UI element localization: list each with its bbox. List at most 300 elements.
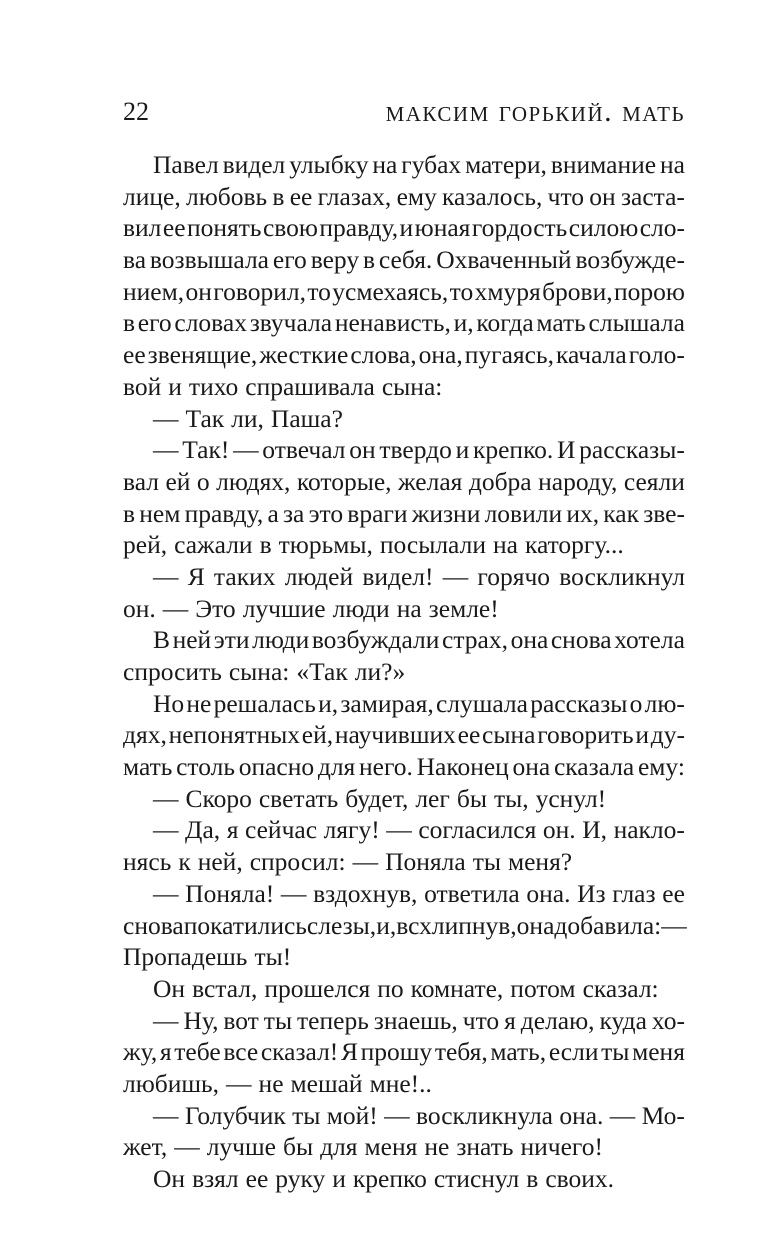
word: бы [456, 783, 487, 813]
word: в [362, 245, 376, 275]
word: которые, [296, 466, 392, 496]
word: жу, [123, 1037, 158, 1067]
word: руку [275, 1164, 326, 1193]
word: ее [289, 181, 313, 211]
word: ты, [493, 783, 529, 813]
word: возбуждали [311, 625, 440, 655]
word: страх, [442, 625, 508, 655]
text-line [123, 498, 685, 530]
word: каторгу... [524, 530, 624, 560]
word: сына: [381, 371, 443, 401]
text-line [123, 751, 685, 783]
word: спросить [123, 657, 222, 686]
word: сейчас [244, 815, 318, 845]
word: эти [213, 625, 250, 655]
word: ее [123, 340, 146, 370]
word: вздохнув, [313, 878, 418, 908]
word: ее [457, 720, 481, 750]
word: — [153, 403, 179, 433]
word: стиснул [433, 1164, 520, 1193]
text-line [123, 593, 685, 625]
word: зве- [643, 498, 685, 528]
word: ты! [254, 942, 292, 972]
word: спрашивала [245, 371, 375, 401]
word: ты [472, 847, 501, 877]
word: И [557, 435, 576, 465]
text-line [123, 276, 685, 308]
text-line [123, 149, 685, 181]
running-head [123, 94, 685, 130]
word: Мо- [641, 1100, 685, 1130]
word: меня [632, 1037, 685, 1067]
text-line [123, 403, 685, 435]
word: мне!.. [369, 1068, 432, 1098]
word: знать [456, 1132, 514, 1162]
word: губах [401, 150, 462, 179]
word: словах [174, 308, 247, 338]
text-line [123, 1036, 685, 1068]
word: хмуря [474, 276, 541, 306]
word: Но [153, 688, 185, 718]
word: в [526, 1164, 539, 1193]
word: Охваченный [436, 245, 572, 275]
word: — [233, 435, 259, 465]
word: за [282, 498, 305, 528]
word: порою [614, 276, 685, 306]
word: на [372, 150, 398, 179]
word: слушала [435, 688, 528, 718]
word: Из [577, 878, 606, 908]
text-line [123, 466, 685, 498]
word: слова, [350, 340, 417, 370]
word: меня [364, 1132, 418, 1162]
word: что [462, 1005, 500, 1035]
word: земле! [428, 593, 499, 623]
word: ловили [484, 498, 563, 528]
word: правду, [184, 498, 264, 528]
word: звенящие, [147, 340, 258, 370]
word: а [267, 498, 279, 528]
word: глаз [612, 878, 656, 908]
word: воскликнул [559, 561, 685, 591]
word: ее [162, 213, 186, 243]
word: голо- [628, 340, 685, 370]
text-line [123, 1068, 685, 1100]
word: сеяли [623, 466, 685, 496]
text-line [123, 783, 685, 815]
word: сказала [553, 752, 635, 782]
word: матери, [465, 150, 547, 179]
word: говорил, [213, 276, 306, 306]
word: по [377, 973, 404, 1003]
word: народу, [538, 466, 618, 496]
word: ду- [650, 720, 685, 750]
word: когда [476, 308, 534, 338]
word: на [492, 530, 518, 560]
word: ней, [197, 847, 243, 877]
word: гордость [471, 213, 568, 243]
word: враги [347, 498, 408, 528]
word: любовь [185, 181, 268, 211]
word: людей [284, 561, 354, 591]
word: о [196, 466, 210, 496]
word: — [162, 593, 189, 623]
word: хо- [651, 1005, 685, 1035]
text-line [123, 561, 685, 593]
word: горячо [477, 561, 551, 591]
word: казалось, [442, 181, 543, 211]
word: воскликнула [415, 1100, 553, 1130]
word: Да, [185, 815, 221, 845]
word: силою [568, 213, 639, 243]
text-line [123, 244, 685, 276]
word: бы [282, 1132, 314, 1162]
word: я [504, 1005, 516, 1035]
word: Поняла! [185, 878, 275, 908]
word: и, [453, 308, 474, 338]
text-line [123, 339, 685, 371]
word: будет, [345, 783, 409, 813]
word: Так! [182, 435, 230, 465]
text-line [123, 656, 685, 688]
word: рей, [123, 530, 168, 560]
word: возвышала [149, 245, 270, 275]
word: ней [172, 625, 212, 655]
text-line [123, 1005, 685, 1037]
word: она. [526, 878, 571, 908]
word: и, [318, 688, 339, 718]
word: он [185, 276, 212, 306]
word: таких [213, 561, 276, 591]
word: и, [376, 910, 397, 940]
word: ее [245, 1164, 269, 1193]
word: накло- [613, 815, 685, 845]
word: мать [536, 308, 586, 338]
word: — [153, 878, 179, 908]
word: она. [559, 1100, 604, 1130]
word: И, [582, 815, 608, 845]
word: крепко. [472, 435, 554, 465]
word: усмехаясь, [332, 276, 449, 306]
word: мой! [326, 1100, 378, 1130]
word: тебе [174, 1037, 221, 1067]
word: говорить [537, 720, 634, 750]
word: тюрьмы, [278, 530, 373, 560]
word: как [603, 498, 640, 528]
word: людях, [216, 466, 291, 496]
word: крепко [352, 1164, 427, 1193]
text-line [123, 212, 685, 244]
word: то [307, 276, 331, 306]
word: «Так [296, 657, 348, 686]
word: — [386, 815, 412, 845]
word: и [332, 1164, 346, 1193]
word: ты [292, 1100, 321, 1130]
word: нием, [123, 276, 185, 306]
word: видел [222, 150, 286, 179]
word: в [123, 308, 136, 338]
word: светать [258, 783, 339, 813]
word: него. [359, 752, 413, 782]
word: лю- [644, 688, 685, 718]
word: и [635, 720, 650, 750]
word: сказал: [582, 973, 659, 1003]
word: он. [542, 815, 576, 845]
word: видел! [362, 561, 434, 591]
word: — [153, 561, 179, 591]
word: своих. [545, 1164, 615, 1193]
word: понять [186, 213, 262, 243]
word: она, [418, 340, 463, 370]
word: ва [123, 245, 147, 275]
body-text [123, 149, 685, 1195]
word: сына [482, 720, 536, 750]
word: посылали [379, 530, 486, 560]
word: Так [185, 403, 225, 433]
word: — [153, 1100, 179, 1130]
word: о [629, 688, 643, 718]
word: ненависть, [334, 308, 451, 338]
word: непонятных [168, 720, 301, 750]
text-line [123, 1100, 685, 1132]
word: меня? [507, 847, 573, 877]
word: пугаясь, [464, 340, 554, 370]
text-line [123, 910, 685, 942]
word: В [153, 625, 171, 655]
word: Я [340, 1037, 358, 1067]
word: — [153, 1005, 179, 1035]
word: глазах, [317, 181, 392, 211]
word: Наконец [416, 752, 509, 782]
text-line [123, 624, 685, 656]
word: — [384, 1100, 410, 1130]
word: она [510, 625, 549, 655]
word: и [399, 213, 414, 243]
word: вот [223, 1005, 259, 1035]
word: их, [566, 498, 600, 528]
word: всхлипнув, [396, 910, 517, 940]
text-line [123, 181, 685, 213]
word: возбужде- [575, 245, 685, 275]
text-line [123, 307, 685, 339]
word: — [661, 910, 687, 940]
word: он. [123, 593, 156, 623]
word: люди [252, 625, 310, 655]
word: ответила [424, 878, 520, 908]
word: в [272, 181, 285, 211]
word: она [516, 910, 555, 940]
word: что [547, 181, 585, 211]
word: Это [195, 593, 236, 623]
word: на [396, 593, 422, 623]
word: он [349, 435, 376, 465]
word: если [548, 1037, 599, 1067]
word: для [317, 752, 356, 782]
word: Я [187, 561, 205, 591]
word: лучше [206, 1132, 276, 1162]
text-line [123, 371, 685, 403]
word: — [226, 1068, 252, 1098]
word: внимание [550, 150, 657, 179]
word: сажали [174, 530, 253, 560]
word: решалась [213, 688, 316, 718]
word: замирая, [340, 688, 434, 718]
word: жет, [123, 1132, 168, 1162]
word: нем [139, 498, 181, 528]
word: ему: [637, 752, 685, 782]
word: согласился [418, 815, 537, 845]
word: уснул! [535, 783, 607, 813]
word: Пропадешь [123, 942, 248, 972]
word: улыбку [289, 150, 369, 179]
text-line [123, 814, 685, 846]
word: — [442, 561, 469, 591]
word: — [153, 783, 179, 813]
word: тихо [188, 371, 239, 401]
text-line [123, 1163, 685, 1195]
word: мать [123, 752, 173, 782]
word: слезы, [306, 910, 377, 940]
word: хотела [614, 625, 685, 655]
word: не [424, 1132, 450, 1162]
word: знаешь, [373, 1005, 458, 1035]
book-title: максим горький. мать [385, 95, 685, 128]
word: покатились [183, 910, 307, 940]
word: сына: [228, 657, 290, 686]
word: опасно [238, 752, 315, 782]
word: ли, [231, 403, 264, 433]
word: я [159, 1037, 172, 1067]
word: твердо [379, 435, 452, 465]
word: — [153, 815, 179, 845]
word: лягу! [323, 815, 380, 845]
word: жизни [411, 498, 481, 528]
word: ей [165, 466, 191, 496]
word: ли?» [354, 657, 406, 686]
word: встал, [192, 973, 258, 1003]
word: это [308, 498, 344, 528]
word: мать, [490, 1037, 547, 1067]
word: сказал! [260, 1037, 339, 1067]
word: Ну, [183, 1005, 219, 1035]
word: любишь, [123, 1068, 220, 1098]
word: научивших [334, 720, 456, 750]
word: снова [550, 625, 612, 655]
word: сло- [639, 213, 685, 243]
word: ее [662, 878, 685, 908]
word: комнате, [410, 973, 504, 1003]
word: правду, [319, 213, 399, 243]
word: я [226, 815, 239, 845]
word: куда [599, 1005, 647, 1035]
word: взял [192, 1164, 239, 1193]
word: качала [555, 340, 627, 370]
text-line [123, 878, 685, 910]
word: вил [123, 213, 162, 243]
word: — [153, 435, 179, 465]
word: ей, [301, 720, 334, 750]
text-line [123, 688, 685, 720]
word: мешай [290, 1068, 363, 1098]
word: ты [263, 1005, 293, 1035]
word: в [123, 498, 136, 528]
word: в [259, 530, 272, 560]
word: не [186, 688, 212, 718]
text-line [123, 719, 685, 751]
text-line [123, 529, 685, 561]
word: прошу [360, 1037, 433, 1067]
word: — [352, 847, 379, 877]
word: она [512, 752, 551, 782]
word: тебя, [434, 1037, 488, 1067]
word: слышала [588, 308, 685, 338]
word: ему [396, 181, 437, 211]
word: Поняла [385, 847, 466, 877]
word: себя. [378, 245, 433, 275]
word: лице, [123, 181, 181, 211]
word: лег [415, 783, 450, 813]
word: рассказы- [579, 435, 685, 465]
word: на [659, 150, 685, 179]
word: Голубчик [184, 1100, 286, 1130]
text-line [123, 973, 685, 1005]
text-line [123, 941, 685, 973]
word: делаю, [520, 1005, 595, 1035]
word: Паша? [270, 403, 343, 433]
word: веру [310, 245, 360, 275]
word: столь [176, 752, 236, 782]
word: ничего! [520, 1132, 603, 1162]
word: нясь [123, 847, 172, 877]
word: Он [153, 1164, 186, 1193]
text-line [123, 846, 685, 878]
word: добавила: [554, 910, 662, 940]
word: теперь [297, 1005, 369, 1035]
word: свою [262, 213, 318, 243]
word: вой [123, 371, 162, 401]
text-line [123, 1131, 685, 1163]
word: рассказы [530, 688, 628, 718]
word: он [589, 181, 616, 211]
word: спросил: [249, 847, 346, 877]
word: его [137, 308, 172, 338]
word: звучала [249, 308, 333, 338]
word: Скоро [185, 783, 252, 813]
word: — [280, 878, 307, 908]
word: Павел [153, 150, 219, 179]
word: добра [468, 466, 532, 496]
word: отвечал [262, 435, 346, 465]
word: все [223, 1037, 259, 1067]
word: и [168, 371, 182, 401]
word: к [178, 847, 191, 877]
word: не [258, 1068, 284, 1098]
word: дях, [123, 720, 167, 750]
word: — [174, 1132, 200, 1162]
word: брови, [542, 276, 613, 306]
word: — [609, 1100, 636, 1130]
text-line [123, 434, 685, 466]
word: ты [601, 1037, 630, 1067]
word: потом [510, 973, 576, 1003]
word: и [455, 435, 470, 465]
word: прошелся [264, 973, 371, 1003]
word: Он [153, 973, 186, 1003]
page-number: 22 [123, 97, 149, 126]
word: его [272, 245, 307, 275]
word: вал [123, 466, 159, 496]
word: снова [123, 910, 184, 940]
